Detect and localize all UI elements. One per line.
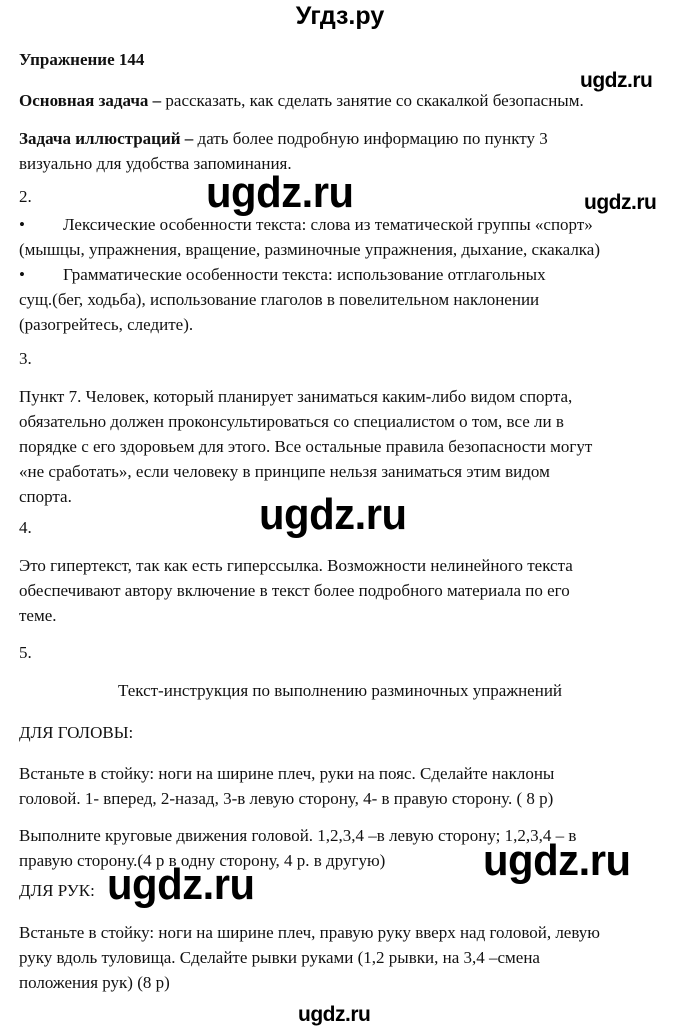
illustration-task-text: дать более подробную информацию по пункту 3 <box>193 129 548 148</box>
watermark: ugdz.ru <box>107 860 255 909</box>
bullet-text-2: сущ.(бег, ходьба), использование глаголов в повелительном наклонении <box>19 290 540 309</box>
text-line: руку вдоль туловища. Сделайте рывки руками (1,2 рывки, на 3,4 –смена <box>19 948 540 967</box>
watermark: ugdz.ru <box>584 191 657 214</box>
section-4-text <box>19 553 669 628</box>
watermark: ugdz.ru <box>206 168 354 217</box>
text-line: теме. <box>19 606 57 625</box>
text-line: Пункт 7. Человек, который планирует заниматься каким-либо видом спорта, <box>19 387 573 406</box>
text-line: спорта. <box>19 487 72 506</box>
text-line: головой. 1- вперед, 2-назад, 3-в левую сторону, 4- в правую сторону. ( 8 р) <box>19 789 554 808</box>
bullet-text: Лексические особенности текста: слова из тематической группы «спорт» <box>63 215 593 234</box>
watermark: ugdz.ru <box>580 69 653 92</box>
text-line: Встаньте в стойку: ноги на ширине плеч, руки на пояс. Сделайте наклоны <box>19 764 555 783</box>
watermark: ugdz.ru <box>298 1003 371 1026</box>
main-task-text: рассказать, как сделать занятие со скакалкой безопасным. <box>161 91 584 110</box>
text-line: Это гипертекст, так как есть гиперссылка. Возможности нелинейного текста <box>19 556 573 575</box>
bullet-text-3: (разогрейтесь, следите). <box>19 315 194 334</box>
section-2-number: 2. <box>19 187 32 206</box>
section-5-heading: Текст-инструкция по выполнению разминочных упражнений <box>117 681 563 700</box>
arms-paragraph-1 <box>19 920 669 995</box>
section-2-bullet-2 <box>19 262 669 337</box>
watermark: ugdz.ru <box>483 836 631 885</box>
exercise-title: Упражнение 144 <box>19 50 145 69</box>
bullet-icon: • <box>19 265 25 284</box>
illustration-task-text-2: визуально для удобства запоминания. <box>19 154 292 173</box>
bullet-icon: • <box>19 215 25 234</box>
watermark: ugdz.ru <box>259 490 407 539</box>
section-5-number: 5. <box>19 643 32 662</box>
text-line: обеспечивают автору включение в текст более подробного материала по его <box>19 581 570 600</box>
section-3-number: 3. <box>19 349 32 368</box>
arms-label: ДЛЯ РУК: <box>19 881 95 900</box>
head-paragraph-1 <box>19 761 669 811</box>
text-line: обязательно должен проконсультироваться со специалистом о том, все ли в <box>19 412 564 431</box>
text-line: Встаньте в стойку: ноги на ширине плеч, правую руку вверх над головой, левую <box>19 923 600 942</box>
illustration-task-label: Задача иллюстраций – <box>19 129 194 148</box>
text-line: положения рук) (8 р) <box>19 973 170 992</box>
text-line: правую сторону.(4 р в одну сторону, 4 р. в другую) <box>19 851 386 870</box>
text-line: порядке с его здоровьем для этого. Все остальные правила безопасности могут <box>19 437 593 456</box>
site-title: Угдз.ру <box>295 2 385 30</box>
text-line: Выполните круговые движения головой. 1,2,3,4 –в левую сторону; 1,2,3,4 – в <box>19 826 577 845</box>
main-task-label: Основная задача – <box>19 91 162 110</box>
section-4-number: 4. <box>19 518 32 537</box>
section-2-bullet-1 <box>19 212 669 262</box>
head-label: ДЛЯ ГОЛОВЫ: <box>19 723 134 742</box>
bullet-text-2: (мышцы, упражнения, вращение, разминочные упражнения, дыхание, скакалка) <box>19 240 601 259</box>
main-task <box>19 88 669 113</box>
text-line: «не сработать», если человеку в принципе нельзя заниматься этим видом <box>19 462 550 481</box>
bullet-text: Грамматические особенности текста: использование отглагольных <box>63 265 546 284</box>
